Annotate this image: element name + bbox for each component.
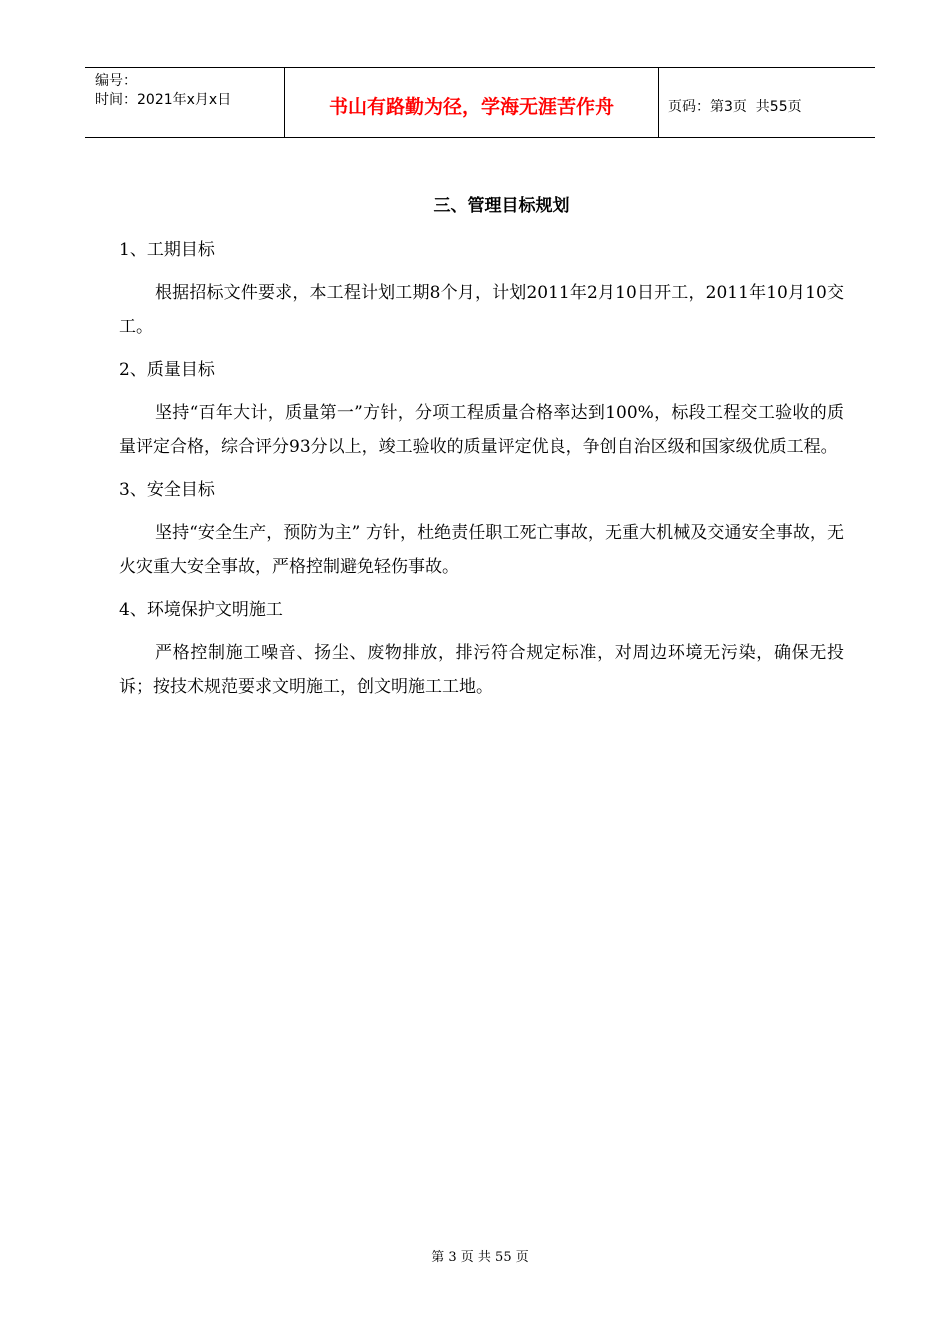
item-heading-safety: 3、安全目标: [119, 480, 215, 500]
header-meta: [85, 68, 285, 137]
item-text-safety: 坚持“安全生产，预防为主” 方针，杜绝责任职工死亡事故，无重大机械及交通安全事故，无火灾重大安全事故，严格控制避免轻伤事故。: [119, 523, 844, 577]
item-text-schedule: 根据招标文件要求，本工程计划工期8个月，计划2011年2月10日开工，2011年10月10交工。: [119, 283, 844, 337]
document-number-label: 编号：: [95, 73, 137, 89]
header-page-info: 页码：第3页 共55页: [668, 98, 802, 115]
section-title: 三、管理目标规划: [433, 196, 570, 216]
header-motto: 书山有路勤为径，学海无涯苦作舟: [285, 68, 659, 137]
item-heading-schedule: 1、工期目标: [119, 240, 215, 260]
item-heading-environment: 4、环境保护文明施工: [119, 600, 283, 620]
item-text-environment: 严格控制施工噪音、扬尘、废物排放，排污符合规定标准，对周边环境无污染，确保无投诉；按技术规范要求文明施工，创文明施工工地。: [119, 643, 844, 697]
document-date: 时间：2021年x月x日: [95, 92, 232, 108]
document-header: [85, 67, 875, 138]
item-heading-quality: 2、质量目标: [119, 360, 215, 380]
document-body: [119, 180, 844, 713]
item-text-quality: 坚持“百年大计，质量第一”方针，分项工程质量合格率达到100%，标段工程交工验收的质量评定合格，综合评分93分以上，竣工验收的质量评定优良，争创自治区级和国家级优质工程。: [119, 403, 844, 457]
page-footer: 第 3 页 共 55 页: [431, 1250, 529, 1265]
